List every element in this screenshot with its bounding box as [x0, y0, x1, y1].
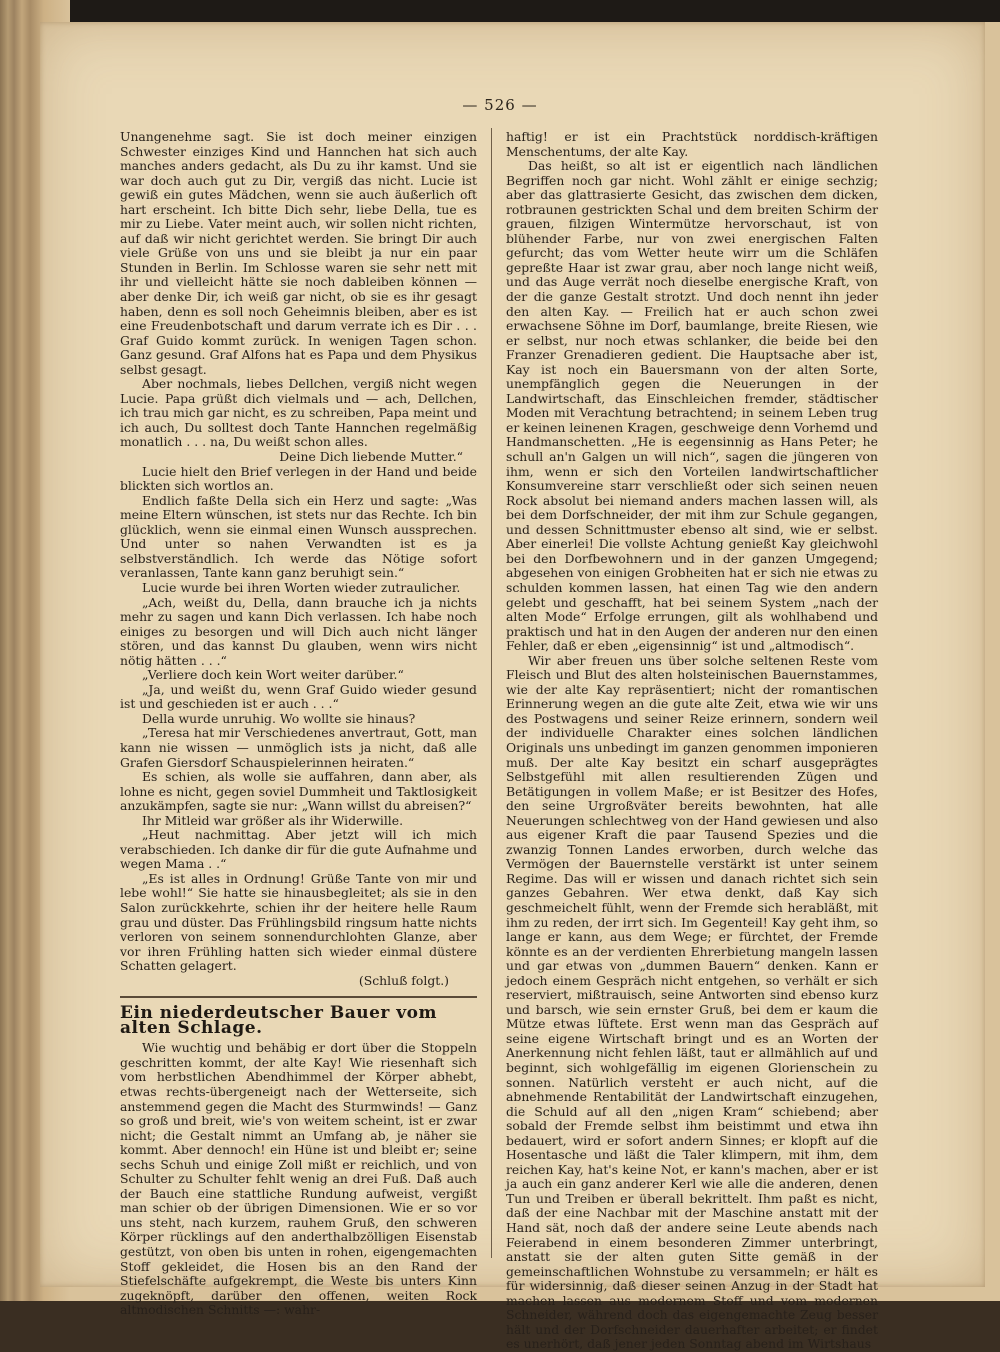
article-paragraph: Wie wuchtig und behäbig er dort über die Stoppeln geschritten kommt, der alte Kay! Wie riesenhaft sich vom herbstlichen Abendhimmel der Körper abhebt, etwas rechts-übergeneigt nach der Wetterseite, sich anstemmend gegen die Macht des Sturmwinds! — Ganz so groß und breit, wie's von weitem scheint, ist er zwar nicht; die Gestalt nimmt an Umfang ab, je näher sie kommt. Aber dennoch! ein Hüne ist und bleibt er; seine sechs Schuh und einige Zoll mißt er reichlich, und von Schulter zu Schulter fehlt wenig an drei Fuß. Daß auch der Bauch eine stattliche Rundung aufweist, vergißt man schier ob der übrigen Dimensionen. Wie er so vor uns steht, nach kurzem, rauhem Gruß, den schweren Körper rücklings auf den anderthalbzölligen Eisenstab gestützt, von oben bis unten in rohen, eigengemachten Stoff gekleidet, die Hosen bis an den Rand der Stiefelschäfte aufgekrempt, die Weste bis unters Kinn zugeknöpft, darüber den offenen, weiten Rock altmodischen Schnitts —: wahr- [120, 1040, 477, 1318]
article-paragraph: Das heißt, so alt ist er eigentlich nach ländlichen Begriffen noch gar nicht. Wohl zählt er einige sechzig; aber das glattrasierte Gesicht, das zwischen dem dicken, rotbraunen gestrickten Schal und dem breiten Schirm der grauen, filzigen Wintermütze hervorschaut, ist von blühender Farbe, nur von zwei energischen Falten gefurcht; das vom Wetter heute wirr um die Schläfen gepreßte Haar ist zwar grau, aber noch lange nicht weiß, und das Auge verrät noch dieselbe energische Kraft, von der die ganze Gestalt strotzt. Und doch nennt ihn jeder den alten Kay. — Freilich hat er auch schon zwei erwachsene Söhne im Dorf, baumlange, breite Riesen, wie er selbst, nur noch etwas schlanker, die beide bei den Franzer Grenadieren gedient. Die Hauptsache aber ist, Kay ist noch ein Bauersmann von der alten Sorte, unempfänglich gegen die Neuerungen in der Landwirtschaft, das Einschleichen fremder, städtischer Moden mit Verachtung betrachtend; in seinem Leben trug er keinen leinenen Kragen, geschweige denn Vorhemd und Handmanschetten. „He is eegensinnig as Hans Peter; he schull an'n Galgen un will nich“, sagen die jüngeren von ihm, wenn er sich den Vorteilen landwirtschaftlicher Konsumvereine starr verschließt oder sich seinen neuen Rock absolut bei niemand anders machen lassen will, als bei dem Dorfschneider, der mit ihm zur Schule gegangen, und dessen Schnittmuster ebenso alt sind, wie er selbst. Aber einerlei! Die vollste Achtung genießt Kay gleichwohl bei den Dorfbewohnern und in der ganzen Umgegend; abgesehen von einigen Grobheiten hat er sich nie etwas zu schulden kommen lassen, hat einen Tag wie den andern gelebt und geschafft, hat bei seinem System „nach der alten Mode“ Erfolge errungen, gilt als wohlhabend und praktisch und hat in den Augen der anderen nur den einen Fehler, daß er eben „eigensinnig“ ist und „altmodisch“. [506, 158, 879, 654]
right-column [506, 130, 878, 1352]
article-title: Ein niederdeutscher Bauer vom alten Schlage. [120, 996, 477, 1035]
story-paragraph: Ihr Mitleid war größer als ihr Widerwille. [142, 812, 404, 828]
letter-signature: Deine Dich liebende Mutter.“ [279, 449, 463, 465]
story-paragraph: „Heut nachmittag. Aber jetzt will ich mich verabschieden. Ich danke dir für die gute Aufnahme und wegen Mama . .“ [120, 827, 477, 872]
story-paragraph: „Ach, weißt du, Della, dann brauche ich ja nichts mehr zu sagen und kann Dich verlassen. Ich habe noch einiges zu besorgen und will Dich auch nicht länger stören, und das kannst Du glauben, wenn wirs nicht nötig hätten . . .“ [120, 594, 477, 668]
story-paragraph: „Verliere doch kein Wort weiter darüber.“ [142, 667, 404, 683]
column-divider [491, 128, 492, 1258]
story-paragraph: „Es ist alles in Ordnung! Grüße Tante von mir und lebe wohl!“ Sie hatte sie hinausbegleitet; als sie in den Salon zurückkehrte, schien ihr der heitere helle Raum grau und düster. Das Frühlingsbild ringsum hatte nichts verloren von seinem sonnendurchlohten Glanze, aber vor ihren Frühling hatten sich wieder einmal düstere Schatten gelagert. [120, 870, 477, 974]
story-paragraph: „Ja, und weißt du, wenn Graf Guido wieder gesund ist und geschieden ist er auch . . .“ [120, 681, 477, 712]
story-paragraph: „Teresa hat mir Verschiedenes anvertraut, Gott, man kann nie wissen — unmöglich ists ja nicht, daß alle Grafen Giersdorf Schauspielerinnen heiraten.“ [120, 725, 477, 770]
letter-paragraph: Unangenehme sagt. Sie ist doch meiner einzigen Schwester einziges Kind und Hannchen hat sich auch manches anders gedacht, als Du zu ihr kamst. Und sie war doch auch gut zu Dir, vergiß das nicht. Lucie ist gewiß ein gutes Mädchen, wenn sie auch äußerlich oft hart erscheint. Ich bitte Dich sehr, liebe Della, tue es mir zu Liebe. Vater meint auch, wir sollen nicht richten, auf daß wir nicht gerichtet werden. Sie bringt Dir auch viele Grüße von uns und sie bleibt ja nur ein paar Stunden in Berlin. Im Schlosse waren sie sehr nett mit ihr und vielleicht hätte sie noch dableiben können — aber denke Dir, ich weiß gar nicht, ob sie es ihr gesagt haben, denn es soll noch Geheimnis bleiben, aber es ist eine Freudenbotschaft und darum verrate ich es Dir . . . Graf Guido kommt zurück. In wenigen Tagen schon. Ganz gesund. Graf Alfons hat es Papa und dem Physikus selbst gesagt. [120, 129, 477, 377]
story-paragraph: Es schien, als wolle sie auffahren, dann aber, als lohne es nicht, gegen soviel Dummheit und Taktlosigkeit anzukämpfen, sagte sie nur: „Wann willst du abreisen?“ [120, 769, 477, 814]
story-paragraph: Della wurde unruhig. Wo wollte sie hinaus? [142, 710, 416, 726]
story-paragraph: Lucie wurde bei ihren Worten wieder zutraulicher. [142, 579, 461, 595]
letter-paragraph: Aber nochmals, liebes Dellchen, vergiß nicht wegen Lucie. Papa grüßt dich vielmals und — ach, Dellchen, ich trau mich gar nicht, es zu schreiben, Papa meint und ich auch, Du solltest doch Tante Hannchen regelmäßig monatlich . . . na, Du weißt schon alles. [120, 376, 477, 450]
page-number: — 526 — [462, 96, 538, 114]
continued-note: (Schluß folgt.) [358, 972, 449, 988]
story-paragraph: Endlich faßte Della sich ein Herz und sagte: „Was meine Eltern wünschen, ist stets nur das Rechte. Ich bin glücklich, wenn sie einmal einen Wunsch aussprechen. Und unter so nahen Verwandten ist es ja selbstverständlich. Ich werde das Nötige sofort veranlassen, Tante kann ganz beruhigt sein.“ [120, 492, 477, 581]
left-column [120, 130, 477, 1318]
article-paragraph: haftig! er ist ein Prachtstück norddisch-kräftigen Menschentums, der alte Kay. [506, 129, 878, 159]
scan-top-border [0, 0, 1000, 22]
article-paragraph: Wir aber freuen uns über solche seltenen Reste vom Fleisch und Blut des alten holsteinischen Bauernstammes, wie der alte Kay repräsentiert; nicht der romantischen Erinnerung wegen an die gute alte Zeit, etwa wie wir uns des Postwagens und seiner Reize erinnern, sondern weil der individuelle Charakter eines solchen ländlichen Originals uns unbedingt im ganzen genommen imponieren muß. Der alte Kay besitzt ein scharf ausgeprägtes Selbstgefühl mit allen resultierenden Zügen und Betätigungen in vollem Maße; er ist Besitzer des Hofes, den seine Urgroßväter bereits bewohnten, hat alle Neuerungen schlechtweg von der Hand gewiesen und also aus eigener Kraft die paar Tausend Spezies und die zwanzig Tonnen Landes erworben, durch welche das Vermögen der Bauernstelle verstärkt ist unter seinem Regime. Das will er wissen und danach richtet sich sein ganzes Gebahren. Wer etwa denkt, daß Kay sich geschmeichelt fühlt, wenn der Fremde sich herabläßt, mit ihm zu reden, der irrt sich. Im Gegenteil! Kay geht ihm, so lange er kann, aus dem Wege; er fürchtet, der Fremde könnte es an der verdienten Ehrerbietung mangeln lassen und gar etwas von „dummen Bauern“ denken. Kann er jedoch einem Gespräch nicht entgehen, so verhält er sich reserviert, mißtrauisch, seine Antworten sind ebenso kurz und barsch, wie sein ernster Gruß, bei dem er kaum die Mütze etwas lüftete. Erst wenn man das Gespräch auf seine eigene Wirtschaft bringt und es an Worten der Anerkennung nicht fehlen läßt, taut er allmählich auf und beginnt, sich wohlgefällig im eigenen Glorienschein zu sonnen. Natürlich versteht er auch nicht, auf die abnehmende Rentabilität der Landwirtschaft einzugehen, die Schuld auf all den „nigen Kram“ schiebend; aber sobald der Fremde selbst ihm beistimmt und etwa ihn bedauert, wird er sofort andern Sinnes; er klopft auf die Hosentasche und läßt die Taler klimpern, mit ihm, dem reichen Kay, hat's keine Not, er kann's machen, aber er ist ja auch ein ganz anderer Kerl wie alle die anderen, denen Tun und Treiben er überall bekrittelt. Ihm paßt es nicht, daß der eine Nachbar mit der Maschine anstatt mit der Hand sät, noch daß der andere seine Leute abends nach Feierabend in einem besonderen Zimmer unterbringt, anstatt sie der alten guten Sitte gemäß in der gemeinschaftlichen Wohnstube zu versammeln; er hält es für widersinnig, daß dieser seinen Anzug in der Stadt hat machen lassen aus modernem Stoff und vom modernen Schneider, während doch das eigengemachte Zeug besser hält und der Dorfschneider dauerhafter arbeitet; er findet es unerhört, daß jener jeden Sonntag abend im Wirtshaus [506, 652, 878, 1352]
story-paragraph: Lucie hielt den Brief verlegen in der Hand und beide blickten sich wortlos an. [120, 463, 477, 494]
